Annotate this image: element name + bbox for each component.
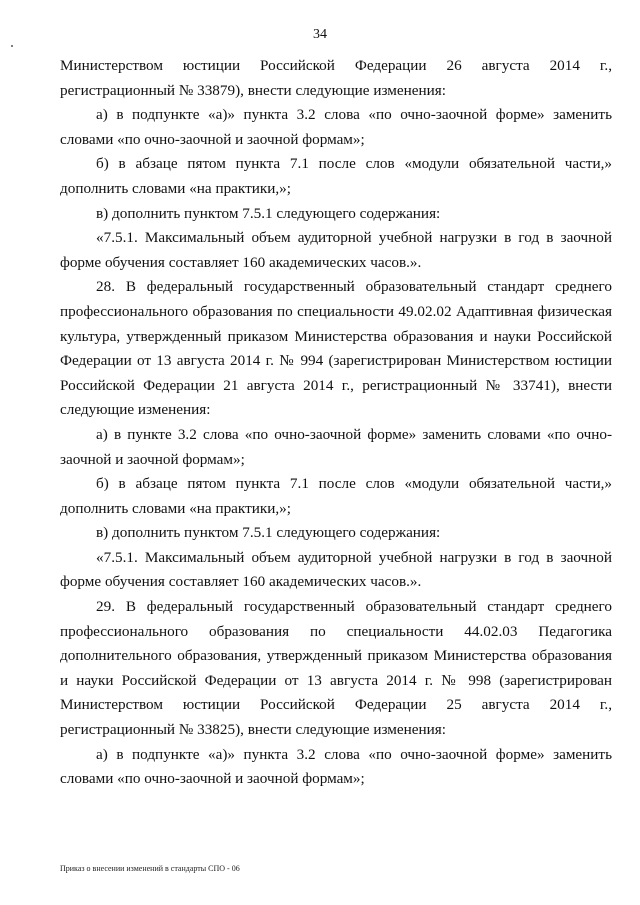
paragraph: 29. В федеральный государственный образовательный стандарт среднего профессионального образования по специальности 44.02.03 Педагогика дополнительного образования, утвержденный приказом Министерства образования и науки Российской Федерации от 13 августа 2014 г. № 998 (зарегистрирован Министерством юстиции Российской Федерации 25 августа 2014 г., регистрационный № 33825), внести следующие изменения: — [60, 598, 612, 739]
paragraph: б) в абзаце пятом пункта 7.1 после слов «модули обязательной части,» дополнить словами «на практики,»; — [60, 475, 612, 517]
paragraph: в) дополнить пунктом 7.5.1 следующего содержания: — [96, 204, 441, 222]
paragraph: а) в подпункте «а)» пункта 3.2 слова «по очно-заочной форме» заменить словами «по очно-заочной и заочной формам»; — [60, 745, 612, 788]
paragraph: а) в пункте 3.2 слова «по очно-заочной форме» заменить словами «по очно-заочной и заочной формам»; — [60, 425, 612, 468]
footer-note: Приказ о внесении изменений в стандарты СПО - 06 — [60, 864, 240, 873]
paragraph: а) в подпункте «а)» пункта 3.2 слова «по очно-заочной форме» заменить словами «по очно-заочной и заочной формам»; — [60, 106, 612, 148]
paragraph: в) дополнить пунктом 7.5.1 следующего содержания: — [96, 524, 441, 542]
paragraph: 28. В федеральный государственный образовательный стандарт среднего профессионального образования по специальности 49.02.02 Адаптивная физическая культура, утвержденный приказом Министерства образования и науки Российской Федерации от 13 августа 2014 г. № 994 (зарегистрирован Министерством юстиции Российской Федерации 21 августа 2014 г., регистрационный № 33741), внести следующие изменения: — [60, 278, 612, 419]
paragraph: «7.5.1. Максимальный объем аудиторной учебной нагрузки в год в заочной форме обучения составляет 160 академических часов.». — [60, 548, 612, 591]
scan-mark — [11, 45, 13, 47]
document-body — [60, 54, 612, 792]
page-number: 34 — [313, 27, 327, 42]
paragraph: б) в абзаце пятом пункта 7.1 после слов «модули обязательной части,» дополнить словами «на практики,»; — [60, 155, 612, 197]
paragraph: Министерством юстиции Российской Федерации 26 августа 2014 г., регистрационный № 33879), внести следующие изменения: — [60, 57, 612, 99]
paragraph: «7.5.1. Максимальный объем аудиторной учебной нагрузки в год в заочной форме обучения составляет 160 академических часов.». — [60, 229, 612, 271]
